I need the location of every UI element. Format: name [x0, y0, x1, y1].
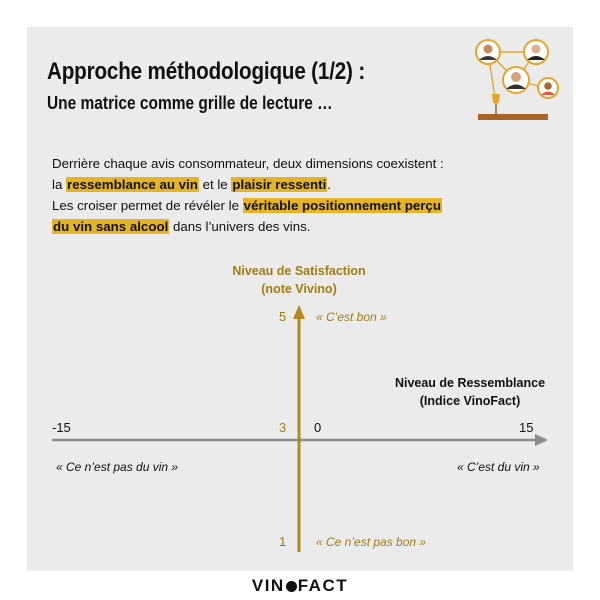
y-axis-title-line-2: (note Vivino) [261, 282, 337, 296]
page-subtitle: Une matrice comme grille de lecture … [47, 93, 333, 113]
quote-good: « C’est bon » [316, 310, 387, 324]
x-tick-min: -15 [52, 420, 71, 435]
logo-text-left: VIN [251, 576, 285, 595]
intro-text-span: Les croiser permet de révéler le [52, 198, 243, 213]
intro-text-span: . [327, 177, 331, 192]
highlight-alcohol-free: du vin sans alcool [53, 219, 169, 234]
quote-is-wine: « C’est du vin » [457, 460, 540, 474]
logo-text-right: FACT [297, 576, 349, 595]
highlight-resemblance: ressemblance au vin [67, 177, 198, 192]
logo-dot-icon [286, 581, 297, 592]
x-tick-max: 15 [519, 420, 534, 435]
x-axis-title-line-2: (Indice VinoFact) [419, 394, 521, 408]
intro-text-span: dans l’univers des vins. [169, 219, 311, 234]
intro-line-1: Derrière chaque avis consommateur, deux dimensions coexistent : [52, 156, 444, 171]
x-axis-arrowhead [535, 434, 548, 446]
vinofact-logo [0, 576, 600, 596]
y-tick-mid: 3 [279, 420, 287, 435]
y-axis-arrowhead [293, 305, 305, 319]
page-title: Approche méthodologique (1/2) : [47, 58, 366, 85]
intro-text-span: la [52, 177, 67, 192]
y-axis-title-line-1: Niveau de Satisfaction [232, 264, 366, 278]
y-tick-top: 5 [279, 309, 287, 324]
x-tick-zero: 0 [314, 420, 322, 435]
highlight-pleasure: plaisir ressenti [232, 177, 327, 192]
x-axis-title-line-1: Niveau de Ressemblance [394, 376, 546, 390]
highlight-positioning: véritable positionnement perçu [243, 198, 441, 213]
y-tick-bottom: 1 [279, 534, 287, 549]
quote-not-good: « Ce n’est pas bon » [316, 535, 427, 549]
quote-not-wine: « Ce n’est pas du vin » [56, 460, 179, 474]
intro-text-span: et le [198, 177, 232, 192]
